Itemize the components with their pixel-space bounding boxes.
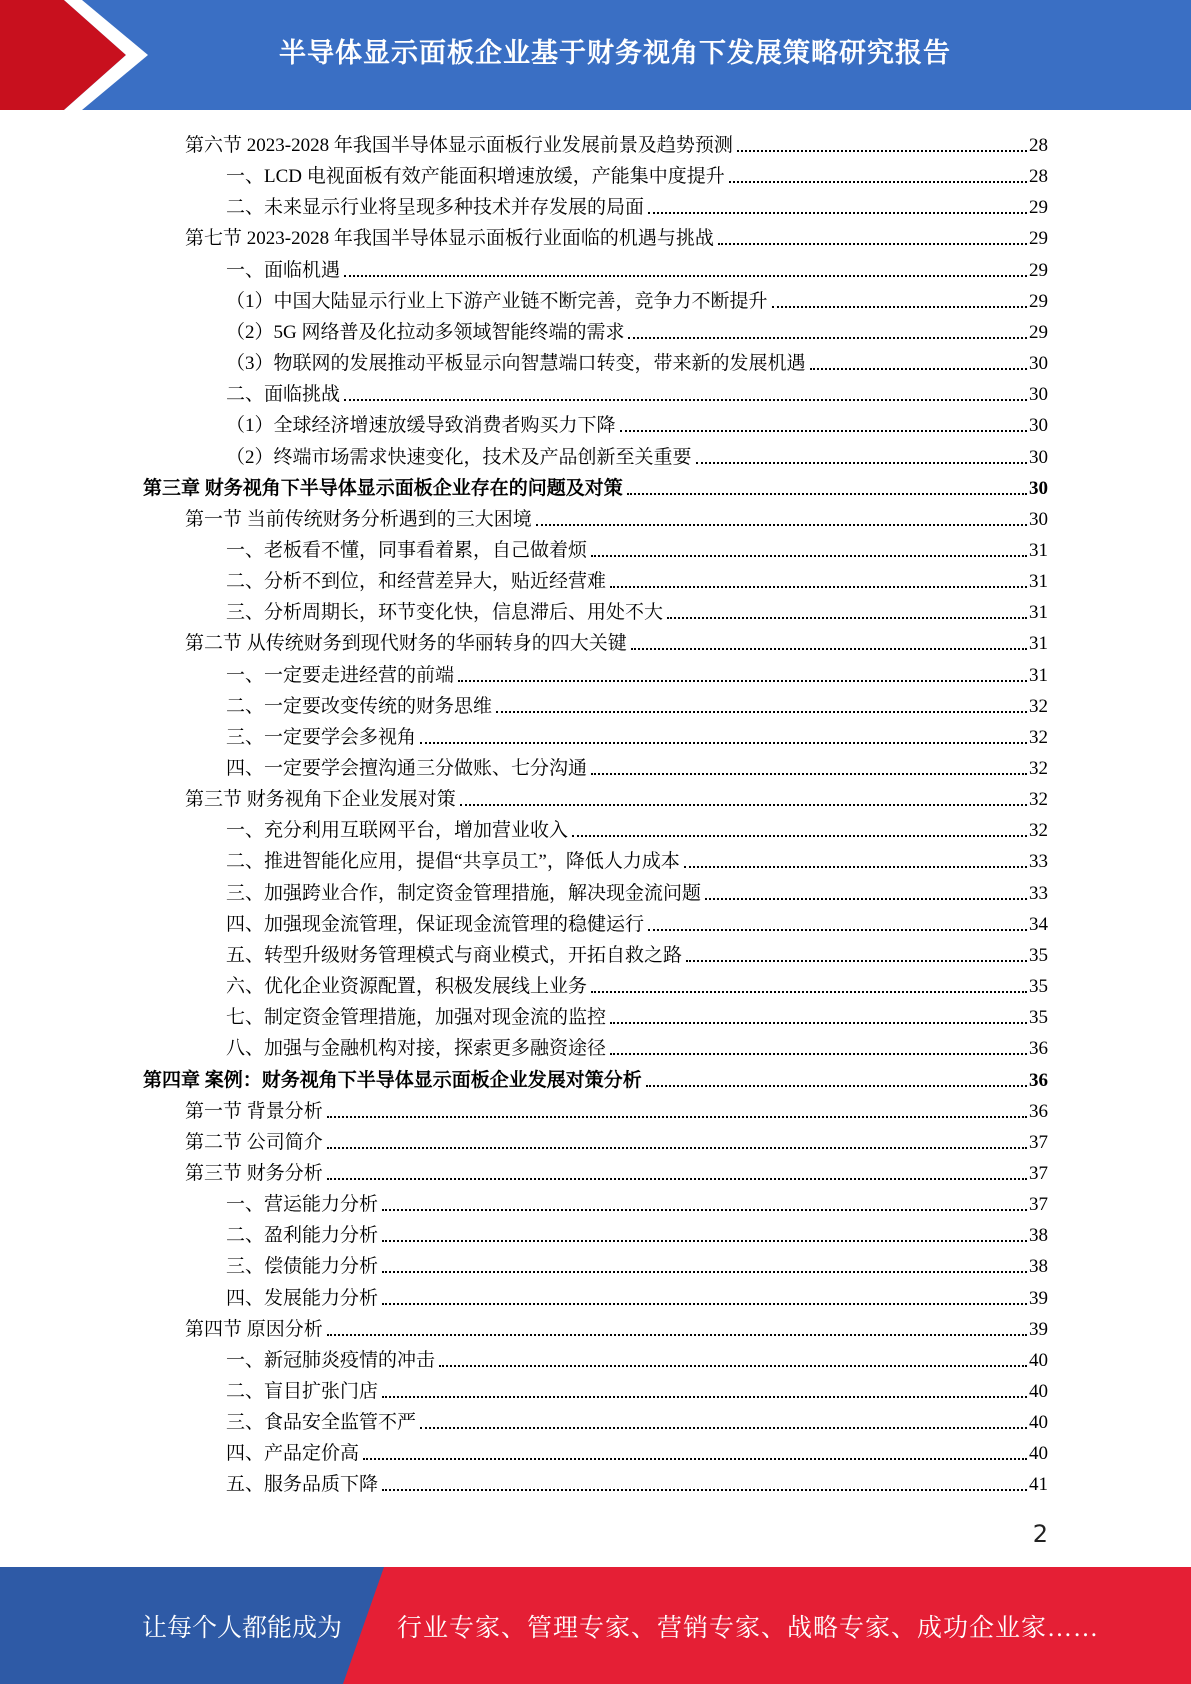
toc-subsection-row[interactable] bbox=[226, 189, 1048, 220]
toc-entry-title: （2）5G 网络普及化拉动多领域智能终端的需求 bbox=[226, 321, 625, 343]
toc-entry-title: 一、营运能力分析 bbox=[226, 1194, 379, 1216]
toc-page-number: 31 bbox=[1029, 539, 1048, 561]
toc-entry-title: 二、一定要改变传统的财务思维 bbox=[226, 695, 493, 717]
toc-leader-dots bbox=[382, 1209, 1027, 1211]
toc-leader-dots bbox=[439, 1365, 1027, 1367]
toc-subsection-row[interactable] bbox=[226, 345, 1048, 376]
toc-leader-dots bbox=[420, 1427, 1027, 1429]
toc-entry-title: （3）物联网的发展推动平板显示向智慧端口转变，带来新的发展机遇 bbox=[226, 353, 806, 375]
toc-subsection-row[interactable] bbox=[226, 1404, 1048, 1435]
toc-subsection-row[interactable] bbox=[226, 439, 1048, 470]
toc-page-number: 36 bbox=[1029, 1100, 1048, 1122]
toc-leader-dots bbox=[327, 1116, 1027, 1118]
toc-page-number: 29 bbox=[1029, 321, 1048, 343]
toc-leader-dots bbox=[591, 555, 1027, 557]
footer-slogan-right: 行业专家、管理专家、营销专家、战略专家、成功企业家…… bbox=[397, 1614, 1100, 1642]
toc-leader-dots bbox=[620, 430, 1027, 432]
toc-entry-title: （1）中国大陆显示行业上下游产业链不断完善，竞争力不断提升 bbox=[226, 290, 768, 312]
toc-subsection-row[interactable] bbox=[226, 407, 1048, 438]
toc-subsection-row[interactable] bbox=[226, 875, 1048, 906]
toc-entry-title: 四、产品定价高 bbox=[226, 1443, 360, 1465]
toc-entry-title: 第一节 当前传统财务分析遇到的三大困境 bbox=[185, 508, 532, 530]
toc-page-number: 37 bbox=[1029, 1194, 1048, 1216]
toc-leader-dots bbox=[327, 1178, 1027, 1180]
toc-entry-title: 一、新冠肺炎疫情的冲击 bbox=[226, 1349, 436, 1371]
toc-page-number: 28 bbox=[1029, 135, 1048, 156]
toc-page-number: 32 bbox=[1029, 820, 1048, 842]
toc-subsection-row[interactable] bbox=[226, 1435, 1048, 1466]
toc-entry-title: 三、偿债能力分析 bbox=[226, 1256, 379, 1278]
toc-page-number: 30 bbox=[1029, 353, 1048, 375]
toc-leader-dots bbox=[382, 1396, 1027, 1398]
toc-entry-title: （2）终端市场需求快速变化，技术及产品创新至关重要 bbox=[226, 446, 692, 468]
toc-entry-title: 第七节 2023-2028 年我国半导体显示面板行业面临的机遇与挑战 bbox=[185, 228, 714, 250]
toc-page-number: 41 bbox=[1029, 1474, 1048, 1496]
toc-page-number: 36 bbox=[1029, 1038, 1048, 1060]
toc-leader-dots bbox=[327, 1147, 1027, 1149]
toc-entry-title: 第三节 财务分析 bbox=[185, 1162, 323, 1184]
toc-chapter-row[interactable] bbox=[143, 470, 1048, 501]
toc-page-number: 29 bbox=[1029, 197, 1048, 219]
toc-section-row[interactable] bbox=[185, 127, 1048, 158]
toc-page-number: 29 bbox=[1029, 259, 1048, 281]
toc-entry-title: 三、食品安全监管不严 bbox=[226, 1412, 417, 1434]
toc-entry-title: 五、转型升级财务管理模式与商业模式，开拓自救之路 bbox=[226, 944, 683, 966]
toc-entry-title: 第四章 案例：财务视角下半导体显示面板企业发展对策分析 bbox=[143, 1069, 642, 1091]
toc-entry-title: 四、加强现金流管理，保证现金流管理的稳健运行 bbox=[226, 913, 645, 935]
toc-subsection-row[interactable] bbox=[226, 1030, 1048, 1061]
toc-subsection-row[interactable] bbox=[226, 594, 1048, 625]
toc-leader-dots bbox=[610, 1053, 1027, 1055]
toc-entry-title: 三、一定要学会多视角 bbox=[226, 726, 417, 748]
toc-subsection-row[interactable] bbox=[226, 283, 1048, 314]
toc-page-number: 33 bbox=[1029, 851, 1048, 873]
toc-page-number: 37 bbox=[1029, 1162, 1048, 1184]
toc-leader-dots bbox=[718, 243, 1027, 245]
toc-subsection-row[interactable] bbox=[226, 688, 1048, 719]
toc-page-number: 30 bbox=[1029, 384, 1048, 406]
toc-page-number: 30 bbox=[1029, 508, 1048, 530]
toc-page-number: 38 bbox=[1029, 1256, 1048, 1278]
toc-leader-dots bbox=[772, 306, 1027, 308]
toc-entry-title: （1）全球经济增速放缓导致消费者购买力下降 bbox=[226, 415, 616, 437]
toc-entry-title: 第六节 2023-2028 年我国半导体显示面板行业发展前景及趋势预测 bbox=[185, 135, 733, 156]
toc-page-number: 36 bbox=[1029, 1069, 1048, 1091]
toc-page-number: 40 bbox=[1029, 1349, 1048, 1371]
toc-subsection-row[interactable] bbox=[226, 563, 1048, 594]
toc-entry-title: 七、制定资金管理措施，加强对现金流的监控 bbox=[226, 1007, 607, 1029]
toc-leader-dots bbox=[648, 929, 1027, 931]
toc-page-number: 30 bbox=[1029, 446, 1048, 468]
toc-page-number: 31 bbox=[1029, 602, 1048, 624]
toc-entry-title: 八、加强与金融机构对接，探索更多融资途径 bbox=[226, 1038, 607, 1060]
toc-subsection-row[interactable] bbox=[226, 750, 1048, 781]
toc-entry-title: 二、盲目扩张门店 bbox=[226, 1381, 379, 1402]
toc-page-number: 29 bbox=[1029, 228, 1048, 250]
toc-leader-dots bbox=[610, 1022, 1027, 1024]
toc-subsection-row[interactable] bbox=[226, 252, 1048, 283]
toc-page-number: 33 bbox=[1029, 882, 1048, 904]
toc-page-number: 40 bbox=[1029, 1443, 1048, 1465]
toc-subsection-row[interactable] bbox=[226, 314, 1048, 345]
toc-section-row[interactable] bbox=[185, 625, 1048, 656]
toc-subsection-row[interactable] bbox=[226, 532, 1048, 563]
toc-leader-dots bbox=[382, 1240, 1027, 1242]
toc-leader-dots bbox=[610, 586, 1027, 588]
toc-entry-title: 三、加强跨业合作，制定资金管理措施，解决现金流问题 bbox=[226, 882, 702, 904]
toc-entry-title: 第二节 公司简介 bbox=[185, 1131, 323, 1153]
toc-section-row[interactable] bbox=[185, 1155, 1048, 1186]
toc-leader-dots bbox=[648, 212, 1027, 214]
toc-leader-dots bbox=[344, 399, 1027, 401]
toc-page-number: 32 bbox=[1029, 695, 1048, 717]
toc-page-number: 31 bbox=[1029, 571, 1048, 593]
toc-page-number: 28 bbox=[1029, 166, 1048, 188]
toc-page-number: 30 bbox=[1029, 415, 1048, 437]
toc-chapter-row[interactable] bbox=[143, 1062, 1048, 1093]
toc-leader-dots bbox=[344, 275, 1027, 277]
toc-subsection-row[interactable] bbox=[226, 812, 1048, 843]
toc-subsection-row[interactable] bbox=[226, 719, 1048, 750]
footer-slogan-left: 让每个人都能成为 bbox=[142, 1614, 343, 1642]
toc-entry-title: 五、服务品质下降 bbox=[226, 1474, 379, 1496]
toc-leader-dots bbox=[810, 368, 1027, 370]
toc-entry-title: 一、一定要走进经营的前端 bbox=[226, 664, 455, 686]
toc-entry-title: 二、分析不到位，和经营差异大，贴近经营难 bbox=[226, 571, 607, 593]
toc-leader-dots bbox=[729, 181, 1027, 183]
toc-leader-dots bbox=[631, 648, 1027, 650]
toc-entry-title: 一、充分利用互联网平台，增加营业收入 bbox=[226, 820, 569, 842]
toc-section-row[interactable] bbox=[185, 781, 1048, 812]
toc-leader-dots bbox=[458, 680, 1027, 682]
toc-page-number: 34 bbox=[1029, 913, 1048, 935]
toc-page-number: 37 bbox=[1029, 1131, 1048, 1153]
toc-page-number: 39 bbox=[1029, 1318, 1048, 1340]
toc-section-row[interactable] bbox=[185, 501, 1048, 532]
report-title: 半导体显示面板企业基于财务视角下发展策略研究报告 bbox=[279, 37, 951, 69]
toc-page-number: 32 bbox=[1029, 726, 1048, 748]
toc-page-number: 35 bbox=[1029, 944, 1048, 966]
toc-subsection-row[interactable] bbox=[226, 1217, 1048, 1248]
toc-leader-dots bbox=[420, 742, 1027, 744]
toc-subsection-row[interactable] bbox=[226, 937, 1048, 968]
toc-leader-dots bbox=[628, 337, 1027, 339]
toc-subsection-row[interactable] bbox=[226, 1342, 1048, 1373]
toc-entry-title: 一、面临机遇 bbox=[226, 259, 341, 281]
toc-subsection-row[interactable] bbox=[226, 1248, 1048, 1279]
toc-subsection-row[interactable] bbox=[226, 843, 1048, 874]
toc-page-number: 32 bbox=[1029, 789, 1048, 811]
toc-entry-title: 第一节 背景分析 bbox=[185, 1100, 323, 1122]
toc-leader-dots bbox=[382, 1271, 1027, 1273]
toc-page-number: 40 bbox=[1029, 1412, 1048, 1434]
toc-leader-dots bbox=[684, 866, 1027, 868]
toc-page-number: 39 bbox=[1029, 1287, 1048, 1309]
toc-page-number: 40 bbox=[1029, 1381, 1048, 1402]
toc-page-number: 31 bbox=[1029, 633, 1048, 655]
toc-subsection-row[interactable] bbox=[226, 968, 1048, 999]
toc-leader-dots bbox=[591, 991, 1027, 993]
toc-entry-title: 第四节 原因分析 bbox=[185, 1318, 323, 1340]
page-number: 2 bbox=[1032, 1520, 1048, 1548]
toc-subsection-row[interactable] bbox=[226, 1373, 1048, 1404]
toc-subsection-row[interactable] bbox=[226, 158, 1048, 189]
toc-entry-title: 二、面临挑战 bbox=[226, 384, 341, 406]
report-header bbox=[0, 0, 1191, 110]
toc-page-number: 29 bbox=[1029, 290, 1048, 312]
toc-entry-title: 三、分析周期长，环节变化快，信息滞后、用处不大 bbox=[226, 602, 664, 624]
toc-page-number: 35 bbox=[1029, 1007, 1048, 1029]
toc-subsection-row[interactable] bbox=[226, 376, 1048, 407]
toc-leader-dots bbox=[696, 462, 1027, 464]
toc-leader-dots bbox=[363, 1458, 1027, 1460]
toc-leader-dots bbox=[460, 804, 1027, 806]
toc-leader-dots bbox=[705, 898, 1027, 900]
toc-leader-dots bbox=[646, 1085, 1027, 1087]
toc-entry-title: 二、推进智能化应用，提倡“共享员工”，降低人力成本 bbox=[226, 851, 680, 873]
toc-leader-dots bbox=[382, 1489, 1027, 1491]
toc-entry-title: 一、LCD 电视面板有效产能面积增速放缓，产能集中度提升 bbox=[226, 166, 725, 188]
toc-leader-dots bbox=[496, 711, 1027, 713]
toc-subsection-row[interactable] bbox=[226, 1280, 1048, 1311]
toc-subsection-row[interactable] bbox=[226, 1466, 1048, 1497]
toc-leader-dots bbox=[327, 1334, 1027, 1336]
toc-entry-title: 第二节 从传统财务到现代财务的华丽转身的四大关键 bbox=[185, 633, 627, 655]
toc-entry-title: 四、一定要学会擅沟通三分做账、七分沟通 bbox=[226, 758, 588, 779]
toc-section-row[interactable] bbox=[185, 1124, 1048, 1155]
toc-page-number: 38 bbox=[1029, 1225, 1048, 1247]
toc-leader-dots bbox=[686, 960, 1027, 962]
toc-entry-title: 二、盈利能力分析 bbox=[226, 1225, 379, 1247]
toc-section-row[interactable] bbox=[185, 1093, 1048, 1124]
toc-page-number: 30 bbox=[1029, 477, 1048, 499]
toc-entry-title: 第三章 财务视角下半导体显示面板企业存在的问题及对策 bbox=[143, 477, 623, 499]
toc-leader-dots bbox=[536, 524, 1027, 526]
toc-entry-title: 四、发展能力分析 bbox=[226, 1287, 379, 1309]
toc-page-number: 31 bbox=[1029, 664, 1048, 686]
toc-section-row[interactable] bbox=[185, 1311, 1048, 1342]
page-footer bbox=[0, 1567, 1191, 1684]
toc-section-row[interactable] bbox=[185, 220, 1048, 251]
toc-leader-dots bbox=[737, 150, 1027, 152]
toc-subsection-row[interactable] bbox=[226, 1186, 1048, 1217]
toc-leader-dots bbox=[382, 1303, 1027, 1305]
toc-subsection-row[interactable] bbox=[226, 657, 1048, 688]
toc-leader-dots bbox=[591, 773, 1027, 775]
toc-leader-dots bbox=[572, 835, 1027, 837]
toc-subsection-row[interactable] bbox=[226, 906, 1048, 937]
toc-entry-title: 一、老板看不懂，同事看着累，自己做着烦 bbox=[226, 539, 588, 561]
toc-leader-dots bbox=[667, 617, 1027, 619]
toc-subsection-row[interactable] bbox=[226, 999, 1048, 1030]
toc-leader-dots bbox=[627, 493, 1027, 495]
toc-entry-title: 六、优化企业资源配置，积极发展线上业务 bbox=[226, 976, 588, 998]
toc-entry-title: 二、未来显示行业将呈现多种技术并存发展的局面 bbox=[226, 197, 645, 219]
toc-entry-title: 第三节 财务视角下企业发展对策 bbox=[185, 789, 456, 811]
toc-page-number: 32 bbox=[1029, 758, 1048, 779]
toc-page-number: 35 bbox=[1029, 976, 1048, 998]
